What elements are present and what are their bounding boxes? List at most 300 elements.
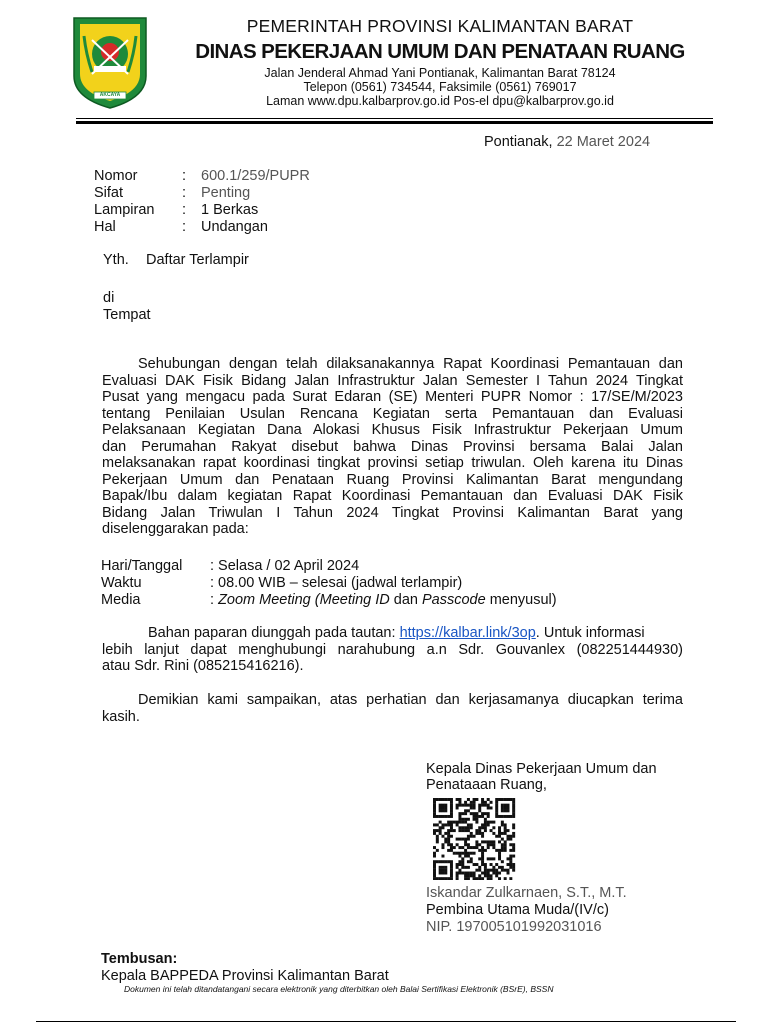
- qr-module: [433, 866, 436, 869]
- qr-module: [464, 843, 467, 846]
- qr-module: [447, 877, 450, 880]
- qr-module: [447, 815, 450, 818]
- qr-module: [507, 804, 510, 807]
- qr-module: [490, 863, 493, 866]
- qr-module: [507, 838, 510, 841]
- qr-module: [495, 863, 498, 866]
- qr-module: [447, 821, 450, 824]
- qr-module: [504, 815, 507, 818]
- qr-module: [498, 866, 501, 869]
- qr-module: [441, 826, 444, 829]
- qr-module: [461, 863, 464, 866]
- body-line: kasih.: [102, 708, 140, 725]
- meta-row: [94, 185, 394, 202]
- qr-module: [492, 826, 495, 829]
- qr-module: [464, 840, 467, 843]
- qr-module: [458, 821, 461, 824]
- qr-module: [450, 843, 453, 846]
- qr-module: [450, 863, 453, 866]
- qr-module: [441, 798, 444, 801]
- qr-module: [464, 829, 467, 832]
- qr-module: [450, 801, 453, 804]
- qr-module: [447, 843, 450, 846]
- qr-module: [507, 815, 510, 818]
- qr-module: [484, 812, 487, 815]
- qr-module: [458, 826, 461, 829]
- body-line: diselenggarakan pada:: [102, 521, 249, 537]
- qr-module: [484, 818, 487, 821]
- qr-module: [475, 812, 478, 815]
- qr-module: [450, 823, 453, 826]
- schedule-label: Hari/Tanggal: [101, 558, 183, 574]
- qr-module: [433, 798, 436, 801]
- qr-module: [458, 829, 461, 832]
- meta-label: Lampiran: [94, 202, 155, 218]
- qr-module: [478, 815, 481, 818]
- qr-module: [475, 829, 478, 832]
- meta-colon: :: [182, 202, 187, 218]
- qr-module: [481, 877, 484, 880]
- qr-module: [475, 821, 478, 824]
- qr-module: [458, 872, 461, 875]
- qr-module: [512, 815, 515, 818]
- body-paragraph-3: [102, 692, 683, 725]
- qr-module: [512, 849, 515, 852]
- qr-module: [467, 798, 470, 801]
- qr-module: [467, 829, 470, 832]
- schedule-value: : Selasa / 02 April 2024: [210, 558, 360, 574]
- qr-module: [481, 812, 484, 815]
- body-line: tentang Penilaian Usulan Rencana Kegiatan serta Pemantauan dan Evaluasi: [102, 405, 683, 422]
- signature-rank: Pembina Utama Muda/(IV/c): [426, 902, 609, 918]
- qr-module: [498, 826, 501, 829]
- qr-module: [498, 832, 501, 835]
- qr-module: [473, 877, 476, 880]
- qr-module: [501, 846, 504, 849]
- qr-module: [512, 846, 515, 849]
- qr-module: [444, 838, 447, 841]
- qr-module: [464, 872, 467, 875]
- qr-module: [450, 826, 453, 829]
- qr-module: [487, 821, 490, 824]
- qr-module: [484, 804, 487, 807]
- qr-module: [461, 812, 464, 815]
- qr-module: [441, 809, 444, 812]
- qr-module: [439, 829, 442, 832]
- qr-module: [439, 866, 442, 869]
- date-value: 22 Maret 2024: [556, 134, 651, 150]
- qr-module: [464, 818, 467, 821]
- qr-module: [509, 866, 512, 869]
- qr-module: [436, 860, 439, 863]
- qr-module: [492, 869, 495, 872]
- qr-module: [447, 849, 450, 852]
- qr-module: [473, 815, 476, 818]
- qr-module: [464, 801, 467, 804]
- qr-module: [498, 852, 501, 855]
- qr-module: [501, 860, 504, 863]
- qr-module: [495, 801, 498, 804]
- qr-module: [487, 874, 490, 877]
- qr-module: [467, 877, 470, 880]
- qr-module: [458, 798, 461, 801]
- qr-module: [464, 852, 467, 855]
- qr-module: [441, 877, 444, 880]
- body-line: Pusat yang mengacu pada Surat Edaran (SE) Menteri PUPR Nomor : 17/SE/M/2023: [102, 389, 683, 405]
- qr-module: [456, 852, 459, 855]
- footer-rule: [36, 1021, 736, 1022]
- qr-module: [436, 815, 439, 818]
- qr-module: [467, 860, 470, 863]
- qr-module: [501, 832, 504, 835]
- qr-module: [478, 826, 481, 829]
- qr-module: [498, 877, 501, 880]
- qr-module: [441, 846, 444, 849]
- qr-module: [464, 874, 467, 877]
- qr-module: [487, 877, 490, 880]
- qr-module: [453, 821, 456, 824]
- body-line: Bapak/Ibu dalam kegiatan Rapat Koordinasi Pemantauan dan Evaluasi DAK Fisik: [102, 488, 683, 504]
- qr-module: [470, 801, 473, 804]
- qr-module: [436, 877, 439, 880]
- qr-module: [433, 806, 436, 809]
- qr-module: [444, 866, 447, 869]
- qr-module: [484, 866, 487, 869]
- qr-module: [470, 806, 473, 809]
- qr-module: [501, 843, 504, 846]
- body-line: Sehubungan dengan telah dilaksanakannya Rapat Koordinasi Pemantauan dan: [138, 356, 683, 372]
- qr-module: [467, 835, 470, 838]
- qr-module: [470, 826, 473, 829]
- qr-module: [512, 843, 515, 846]
- qr-module: [470, 832, 473, 835]
- qr-module: [467, 874, 470, 877]
- qr-module: [433, 809, 436, 812]
- qr-module: [444, 806, 447, 809]
- qr-module: [481, 849, 484, 852]
- qr-module: [487, 840, 490, 843]
- qr-module: [470, 857, 473, 860]
- qr-module: [504, 823, 507, 826]
- body-line: Pelaksanaan Kegiatan Dana Alokasi Khusus Fisik Infrastruktur Pekerjaan Umum: [102, 422, 683, 438]
- qr-module: [470, 835, 473, 838]
- qr-module: [509, 838, 512, 841]
- qr-module: [481, 804, 484, 807]
- qr-module: [504, 849, 507, 852]
- qr-module: [509, 843, 512, 846]
- signature-title-1: Kepala Dinas Pekerjaan Umum dan: [426, 761, 657, 777]
- qr-module: [509, 835, 512, 838]
- qr-module: [484, 849, 487, 852]
- qr-module: [439, 815, 442, 818]
- qr-module: [450, 877, 453, 880]
- qr-module: [464, 809, 467, 812]
- qr-module: [436, 823, 439, 826]
- qr-module: [490, 840, 493, 843]
- qr-module: [495, 812, 498, 815]
- header-government: PEMERINTAH PROVINSI KALIMANTAN BARAT: [246, 16, 634, 36]
- schedule-row-time: [101, 575, 701, 592]
- qr-module: [512, 835, 515, 838]
- qr-module: [439, 860, 442, 863]
- qr-module: [433, 829, 436, 832]
- qr-module: [504, 806, 507, 809]
- qr-module: [439, 832, 442, 835]
- qr-module: [447, 798, 450, 801]
- qr-module: [441, 835, 444, 838]
- link-prefix: Bahan paparan diunggah pada tautan:: [148, 625, 400, 641]
- qr-module: [490, 806, 493, 809]
- qr-module: [495, 798, 498, 801]
- qr-module: [458, 804, 461, 807]
- recipient-di: di: [103, 290, 115, 306]
- header-rule-thin: [76, 118, 713, 119]
- qr-module: [447, 823, 450, 826]
- footer-esign-note: Dokumen ini telah ditandatangani secara elektronik yang diterbitkan oleh Balai Sertifikasi Elektronik (BSrE), BSSN: [124, 984, 554, 994]
- qr-module: [473, 863, 476, 866]
- qr-module: [464, 821, 467, 824]
- date-city: Pontianak,: [484, 134, 553, 150]
- qr-module: [501, 806, 504, 809]
- qr-module: [467, 823, 470, 826]
- qr-module: [481, 798, 484, 801]
- qr-module: [481, 826, 484, 829]
- qr-module: [492, 840, 495, 843]
- qr-module: [484, 872, 487, 875]
- qr-module: [507, 809, 510, 812]
- qr-module: [478, 804, 481, 807]
- qr-module: [475, 877, 478, 880]
- qr-module: [470, 846, 473, 849]
- qr-module: [501, 804, 504, 807]
- media-passcode: Passcode: [421, 592, 486, 608]
- qr-module: [498, 829, 501, 832]
- qr-module: [456, 872, 459, 875]
- qr-module: [441, 804, 444, 807]
- qr-module: [450, 812, 453, 815]
- qr-module: [475, 843, 478, 846]
- qr-module: [444, 815, 447, 818]
- qr-module: [475, 846, 478, 849]
- qr-module: [444, 877, 447, 880]
- signature-name: Iskandar Zulkarnaen, S.T., M.T.: [426, 885, 627, 901]
- qr-module: [473, 872, 476, 875]
- qr-module: [498, 857, 501, 860]
- qr-module: [444, 832, 447, 835]
- qr-module: [467, 804, 470, 807]
- qr-module: [481, 823, 484, 826]
- qr-module: [512, 866, 515, 869]
- meta-colon: :: [182, 219, 187, 235]
- qr-module: [504, 832, 507, 835]
- qr-module: [481, 863, 484, 866]
- qr-module: [498, 840, 501, 843]
- qr-module: [444, 869, 447, 872]
- qr-module: [475, 863, 478, 866]
- qr-module: [447, 832, 450, 835]
- qr-module: [439, 877, 442, 880]
- qr-module: [464, 826, 467, 829]
- qr-module: [450, 849, 453, 852]
- media-open: (: [310, 592, 320, 608]
- qr-module: [498, 849, 501, 852]
- qr-module: [450, 798, 453, 801]
- meta-colon: :: [182, 168, 187, 184]
- qr-module: [512, 869, 515, 872]
- qr-module: [450, 846, 453, 849]
- qr-module: [504, 829, 507, 832]
- qr-module: [495, 835, 498, 838]
- letter-date: [484, 134, 650, 150]
- qr-module: [458, 812, 461, 815]
- qr-module: [458, 855, 461, 858]
- qr-module: [478, 832, 481, 835]
- qr-module: [501, 838, 504, 841]
- media-suffix: menyusul): [485, 592, 557, 608]
- qr-module: [478, 806, 481, 809]
- qr-module: [450, 815, 453, 818]
- qr-module: [487, 823, 490, 826]
- qr-module: [501, 869, 504, 872]
- qr-module: [507, 835, 510, 838]
- schedule-value: : 08.00 WIB – selesai (jadwal terlampir): [210, 575, 463, 591]
- qr-module: [444, 872, 447, 875]
- qr-module: [456, 843, 459, 846]
- qr-module: [498, 815, 501, 818]
- qr-module: [456, 823, 459, 826]
- schedule-row-day: [101, 558, 701, 575]
- qr-module: [490, 829, 493, 832]
- qr-module: [492, 832, 495, 835]
- qr-module: [433, 823, 436, 826]
- qr-module: [433, 855, 436, 858]
- qr-module: [481, 852, 484, 855]
- qr-module: [475, 798, 478, 801]
- body-paragraph-1: [102, 356, 683, 538]
- qr-module: [507, 829, 510, 832]
- qr-module: [439, 821, 442, 824]
- qr-module: [492, 872, 495, 875]
- qr-module: [461, 866, 464, 869]
- qr-module: [436, 840, 439, 843]
- qr-module: [481, 855, 484, 858]
- qr-module: [436, 829, 439, 832]
- qr-module: [453, 829, 456, 832]
- qr-module: [504, 826, 507, 829]
- qr-module: [481, 835, 484, 838]
- qr-module: [498, 855, 501, 858]
- qr-module: [461, 818, 464, 821]
- qr-module: [495, 809, 498, 812]
- qr-module: [439, 809, 442, 812]
- qr-module: [490, 843, 493, 846]
- qr-module: [450, 869, 453, 872]
- qr-module: [501, 849, 504, 852]
- qr-module: [487, 869, 490, 872]
- qr-module: [501, 815, 504, 818]
- qr-module: [458, 863, 461, 866]
- qr-module: [461, 838, 464, 841]
- meta-value: Penting: [201, 185, 251, 201]
- qr-module: [490, 877, 493, 880]
- qr-module: [441, 866, 444, 869]
- meta-row: [94, 168, 394, 185]
- qr-module: [467, 846, 470, 849]
- qr-module: [464, 877, 467, 880]
- qr-module: [433, 852, 436, 855]
- schedule-label: Waktu: [101, 575, 142, 591]
- qr-module: [467, 866, 470, 869]
- body-line: Evaluasi DAK Fisik Bidang Jalan Infrastruktur Jalan Semester I Tahun 2024 Tingkat: [102, 372, 683, 389]
- qr-module: [481, 801, 484, 804]
- media-and: dan: [389, 592, 422, 608]
- qr-module: [470, 872, 473, 875]
- materials-link[interactable]: https://kalbar.link/3op: [399, 625, 536, 641]
- qr-module: [450, 804, 453, 807]
- qr-module: [433, 846, 436, 849]
- qr-module: [458, 801, 461, 804]
- body-line: Bidang Jalan Triwulan I Tahun 2024 Tingkat Provinsi Kalimantan Barat yang: [102, 504, 683, 521]
- qr-module: [444, 840, 447, 843]
- qr-module: [478, 866, 481, 869]
- qr-module: [461, 852, 464, 855]
- qr-module: [433, 869, 436, 872]
- qr-module: [453, 846, 456, 849]
- qr-module: [458, 869, 461, 872]
- qr-module: [456, 804, 459, 807]
- qr-module: [441, 806, 444, 809]
- qr-module: [501, 866, 504, 869]
- qr-module: [450, 806, 453, 809]
- qr-module: [507, 857, 510, 860]
- qr-module: [512, 823, 515, 826]
- qr-module: [433, 804, 436, 807]
- qr-module: [492, 821, 495, 824]
- qr-module: [473, 806, 476, 809]
- qr-module: [495, 872, 498, 875]
- qr-module: [501, 809, 504, 812]
- qr-module: [487, 812, 490, 815]
- qr-module: [433, 877, 436, 880]
- qr-module: [512, 806, 515, 809]
- qr-module: [478, 857, 481, 860]
- schedule-row-media: [101, 592, 701, 609]
- qr-module: [464, 804, 467, 807]
- qr-module: [484, 823, 487, 826]
- qr-module: [470, 812, 473, 815]
- meta-value: 1 Berkas: [201, 202, 259, 218]
- qr-module: [444, 860, 447, 863]
- qr-module: [487, 846, 490, 849]
- meta-value: Undangan: [201, 219, 268, 235]
- qr-module: [504, 798, 507, 801]
- qr-module: [490, 874, 493, 877]
- qr-module: [504, 840, 507, 843]
- qr-module: [436, 835, 439, 838]
- qr-module: [470, 852, 473, 855]
- schedule-label: Media: [101, 592, 141, 608]
- qr-module: [481, 832, 484, 835]
- qr-module: [504, 846, 507, 849]
- qr-module: [450, 866, 453, 869]
- qr-module: [478, 843, 481, 846]
- body-line: dan Perumahan Rakyat disebut bahwa Dinas Provinsi bersama Balai Jalan: [102, 438, 683, 455]
- qr-module: [487, 806, 490, 809]
- qr-module: [512, 809, 515, 812]
- qr-module: [447, 835, 450, 838]
- qr-module: [450, 829, 453, 832]
- qr-module: [458, 852, 461, 855]
